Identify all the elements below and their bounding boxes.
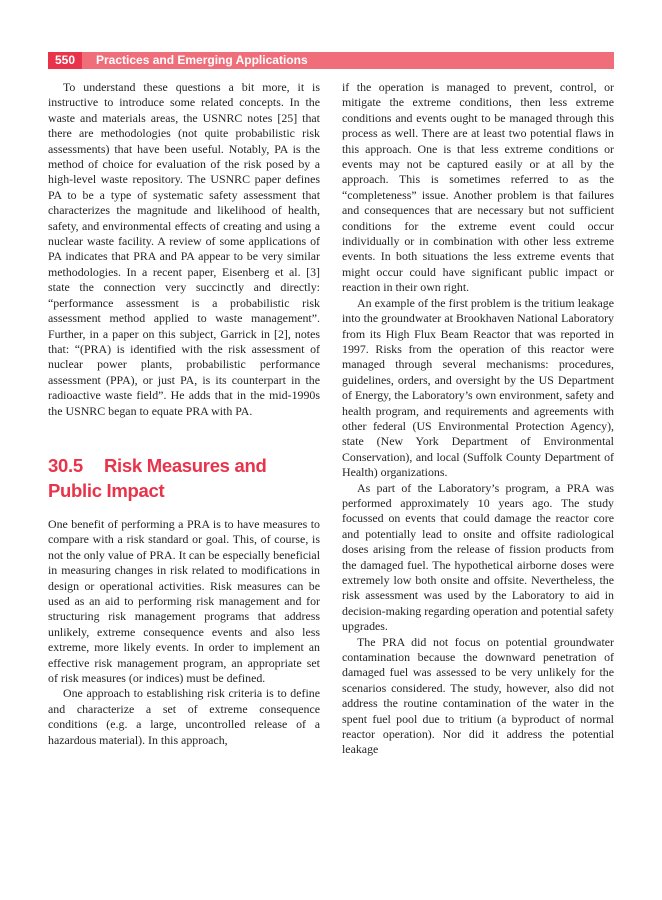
- paragraph: As part of the Laboratory’s program, a PRA was performed approximately 10 years ago. The study focussed on events that could damage the reactor core and potentially lead to onsite and offsite radiological doses arising from the release of fission products from the damaged fuel. The hypothetical airborne doses were extremely low both onsite and offsite. Nevertheless, the risk assessment was used by the Laboratory to aid in decision-making regarding operation and potential safety upgrades.: [342, 480, 614, 634]
- page-number: 550: [48, 52, 82, 69]
- paragraph: The PRA did not focus on potential groundwater contamination because the downward penetration of damaged fuel was assessed to be very unlikely for the scenarios considered. The study, however, also did not address the routine contamination of the water in the spent fuel pool due to tritium (a byproduct of normal reactor operation). Nor did it address the potential leakage: [342, 634, 614, 757]
- section-heading: [48, 453, 320, 503]
- section-title: Risk Measures and Public Impact: [48, 454, 267, 501]
- paragraph: An example of the first problem is the tritium leakage into the groundwater at Brookhaven National Laboratory from its High Flux Beam Reactor that was reported in 1997. Risks from the operation of this reactor were managed through several mechanisms: procedures, guidelines, orders, and oversight by the US Department of Energy, the Laboratory’s own environment, safety and health program, and requirements and agreements with other federal (US Environmental Protection Agency), state (New York Department of Environmental Conservation), and local (Suffolk County Department of Health) organizations.: [342, 295, 614, 480]
- paragraph: One benefit of performing a PRA is to have measures to compare with a risk standard or goal. This, of course, is not the only value of PRA. It can be especially beneficial in measuring changes in risk related to modifications in design or operational activities. Risk measures can be used as an aid to performing risk management and for structuring risk management programs that address unlikely, extreme consequence events and also less extreme, more likely events. In order to implement an effective risk management program, an appropriate set of risk measures (or indices) must be defined.: [48, 516, 320, 685]
- right-column: [342, 80, 614, 758]
- paragraph: if the operation is managed to prevent, control, or mitigate the extreme conditions, then less extreme conditions and events ought to be managed through this process as well. There are at least two potential flaws in this approach. One is that less extreme conditions or events may not be captured easily or at all by the approach. This is sometimes referred to as the “completeness” issue. Another problem is that failures and consequences that are necessary but not sufficient conditions for the extreme event could occur individually or in combination with other less extreme events. In both situations the less extreme events that might occur could have significant public impact or reaction in their own right.: [342, 80, 614, 295]
- left-column: [48, 80, 320, 748]
- paragraph: One approach to establishing risk criteria is to define and characterize a set of extreme consequence conditions (e.g. a large, uncontrolled release of a hazardous material). In this approach,: [48, 686, 320, 747]
- paragraph: To understand these questions a bit more, it is instructive to introduce some related concepts. In the waste and materials areas, the USNRC notes [25] that there are methodologies (not quite probabilistic risk assessments) that have been useful. Notably, PA is the method of choice for evaluation of the risk posed by a high-level waste repository. The USNRC paper defines PA to be a type of systematic safety assessment that characterizes the magnitude and likelihood of health, safety, and environmental effects of creating and using a nuclear waste facility. A review of some applications of PA indicates that PRA and PA appear to be very similar methodologies. In a recent paper, Eisenberg et al. [3] state the connection very succinctly and directly: “performance assessment is a probabilistic risk assessment method applied to waste management”. Further, in a paper on this subject, Garrick in [2], notes that: “(PRA) is identified with the risk assessment of nuclear power plants, probabilistic performance assessment (PPA), or just PA, is its counterpart in the radioactive waste field”. He adds that in the mid-1990s the USNRC began to equate PRA with PA.: [48, 80, 320, 418]
- running-title: Practices and Emerging Applications: [96, 53, 308, 67]
- section-number: 30.5: [48, 454, 83, 476]
